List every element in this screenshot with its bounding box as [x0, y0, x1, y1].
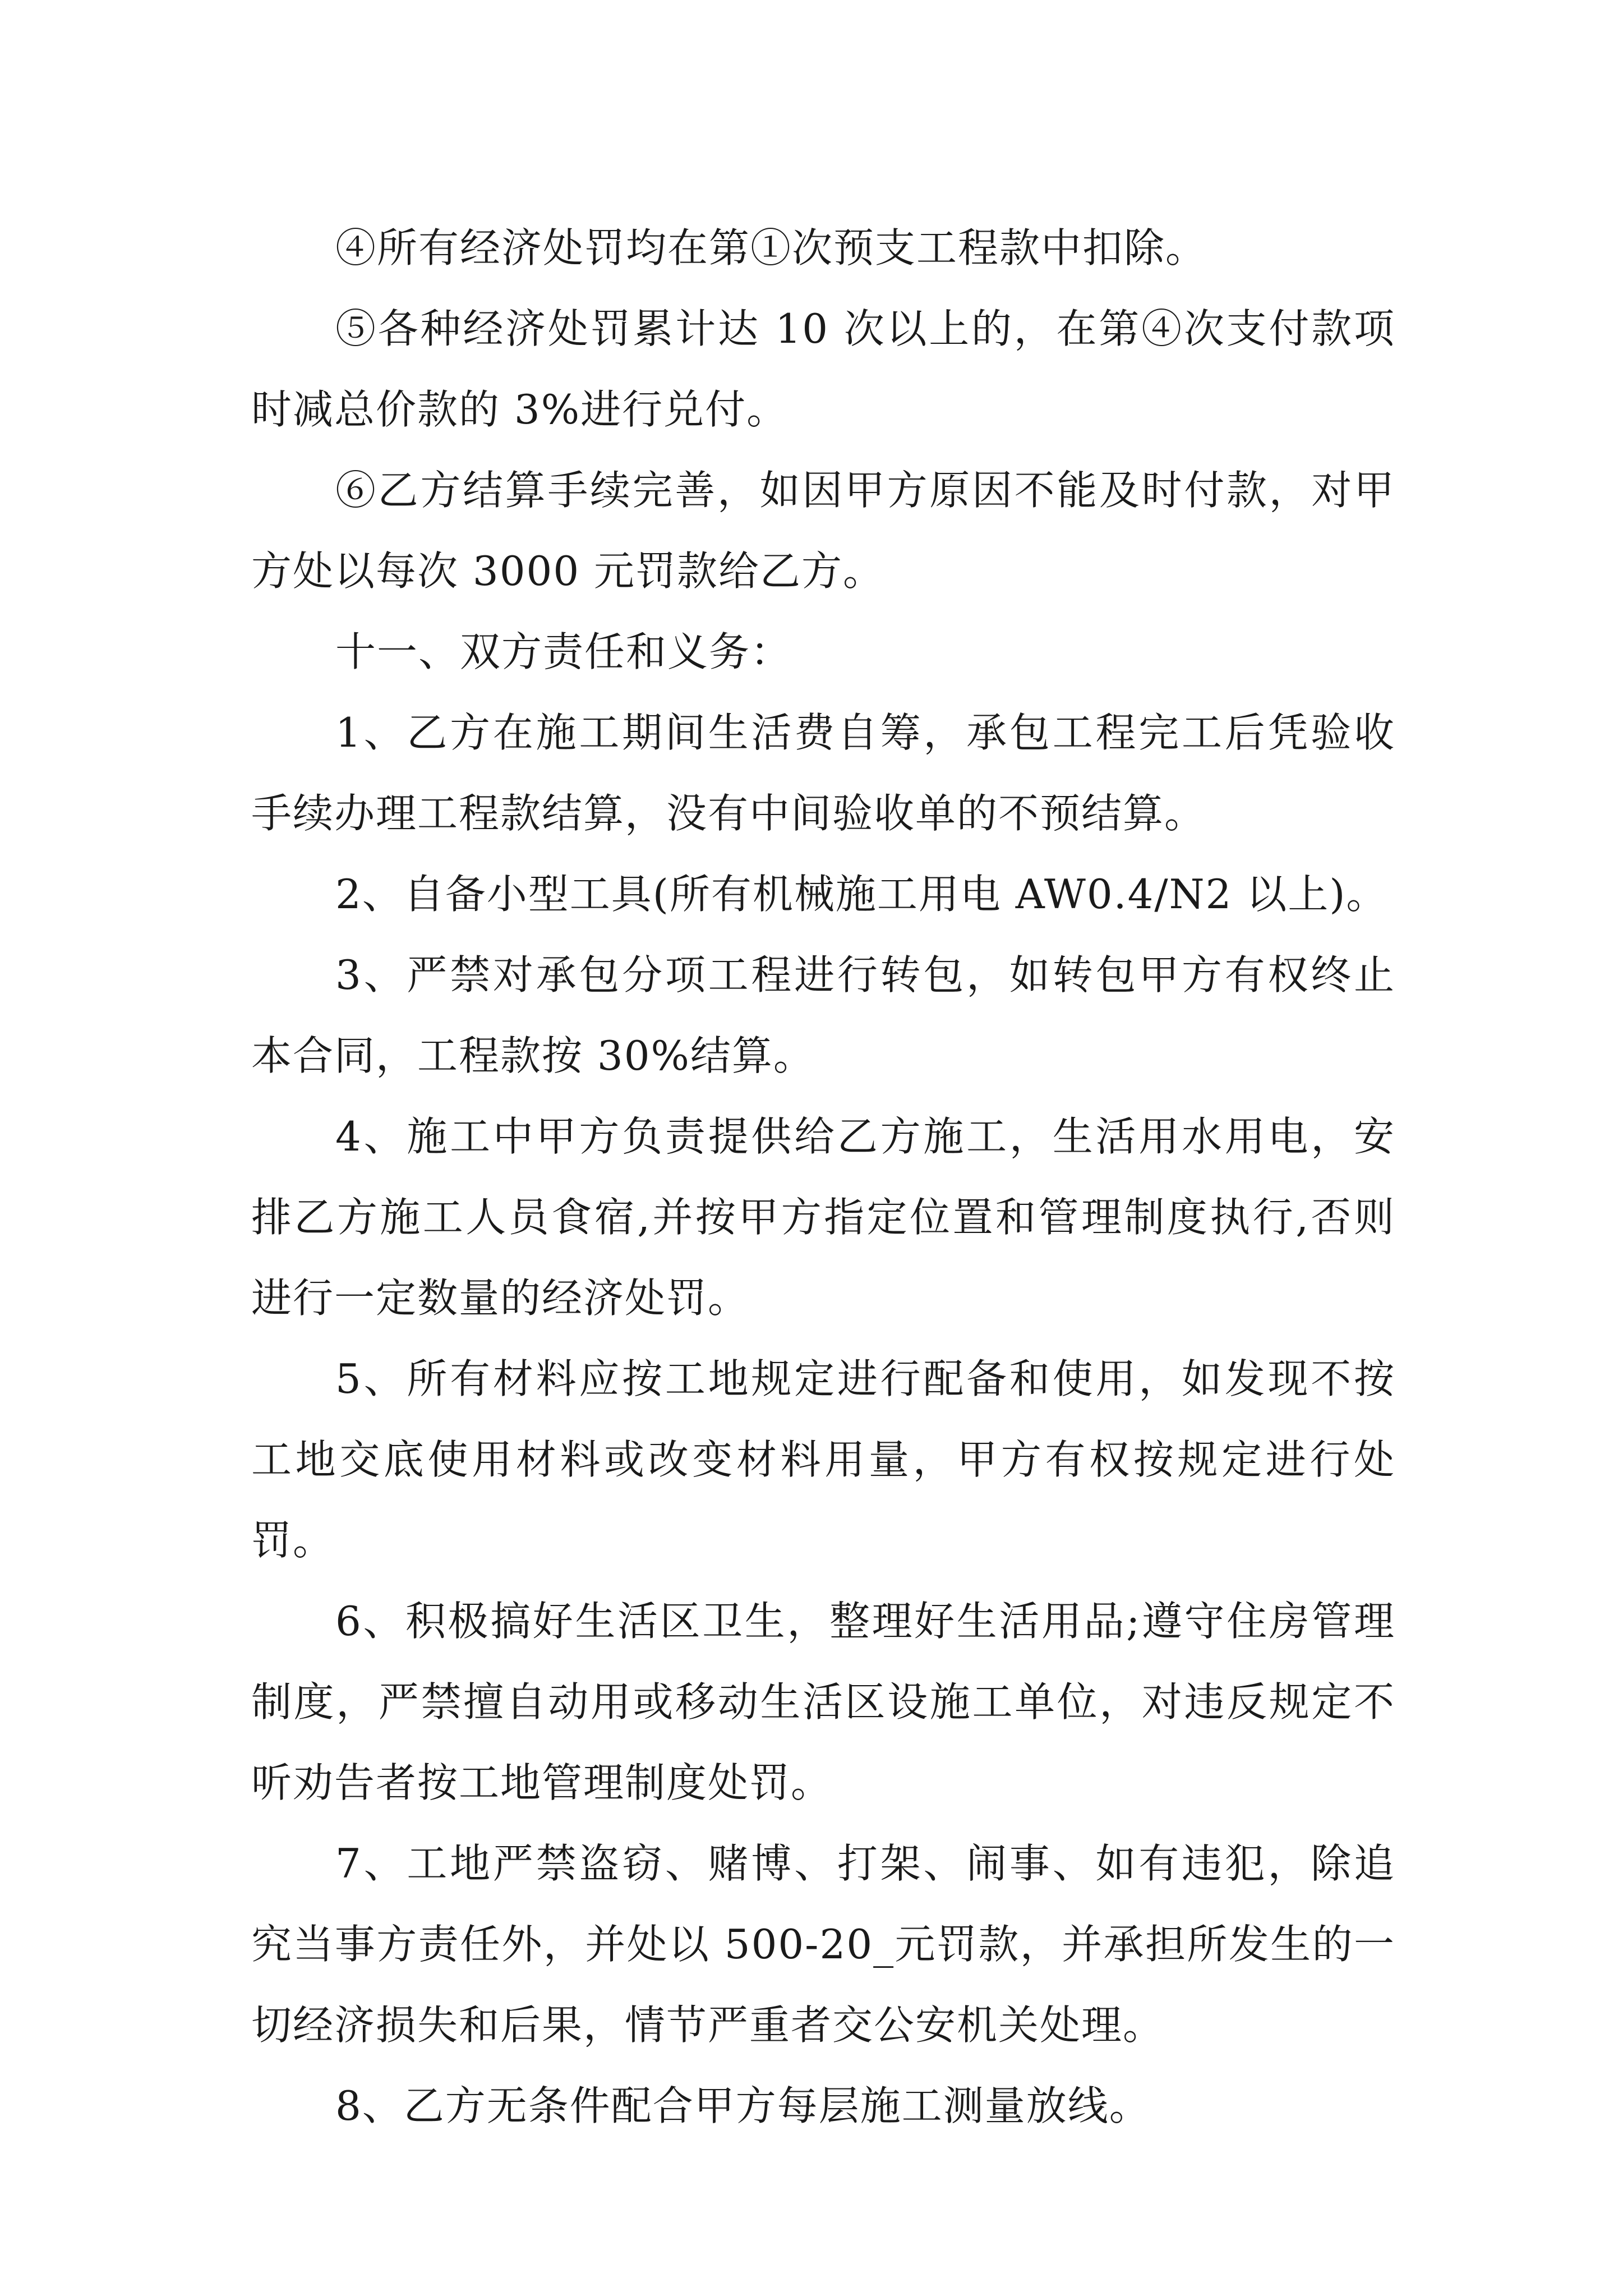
paragraph-penalty-deduction: ④所有经济处罚均在第①次预支工程款中扣除。: [335, 224, 1207, 272]
paragraph-clause-4: 4、施工中甲方负责提供给乙方施工，生活用水用电，安排乙方施工人员食宿,并按甲方指定位置和管理制度执行,否则进行一定数量的经济处罚。: [251, 1113, 1395, 1322]
document-body: [251, 208, 1395, 2146]
section-heading-responsibilities: 十一、双方责任和义务：: [335, 628, 792, 675]
paragraph-clause-5: 5、所有材料应按工地规定进行配备和使用，如发现不按工地交底使用材料或改变材料用量，甲方有权按规定进行处罚。: [251, 1355, 1395, 1564]
paragraph-late-payment-penalty: ⑥乙方结算手续完善，如因甲方原因不能及时付款，对甲方处以每次 3000 元罚款给乙方。: [251, 467, 1395, 595]
paragraph-penalty-accumulation: ⑤各种经济处罚累计达 10 次以上的，在第④次支付款项时减总价款的 3%进行兑付。: [251, 305, 1395, 433]
paragraph-clause-8: 8、乙方无条件配合甲方每层施工测量放线。: [335, 2082, 1151, 2129]
paragraph-clause-1: 1、乙方在施工期间生活费自筹，承包工程完工后凭验收手续办理工程款结算，没有中间验收单的不预结算。: [251, 709, 1395, 837]
paragraph-clause-2: 2、自备小型工具(所有机械施工用电 AW0.4/N2 以上)。: [335, 871, 1388, 918]
paragraph-clause-3: 3、严禁对承包分项工程进行转包，如转包甲方有权终止本合同，工程款按 30%结算。: [251, 951, 1395, 1079]
paragraph-clause-7: 7、工地严禁盗窃、赌博、打架、闹事、如有违犯，除追究当事方责任外，并处以 500-20_元罚款，并承担所发生的一切经济损失和后果，情节严重者交公安机关处理。: [251, 1840, 1395, 2049]
paragraph-clause-6: 6、积极搞好生活区卫生，整理好生活用品;遵守住房管理制度，严禁擅自动用或移动生活区设施工单位，对违反规定不听劝告者按工地管理制度处罚。: [251, 1598, 1395, 1806]
